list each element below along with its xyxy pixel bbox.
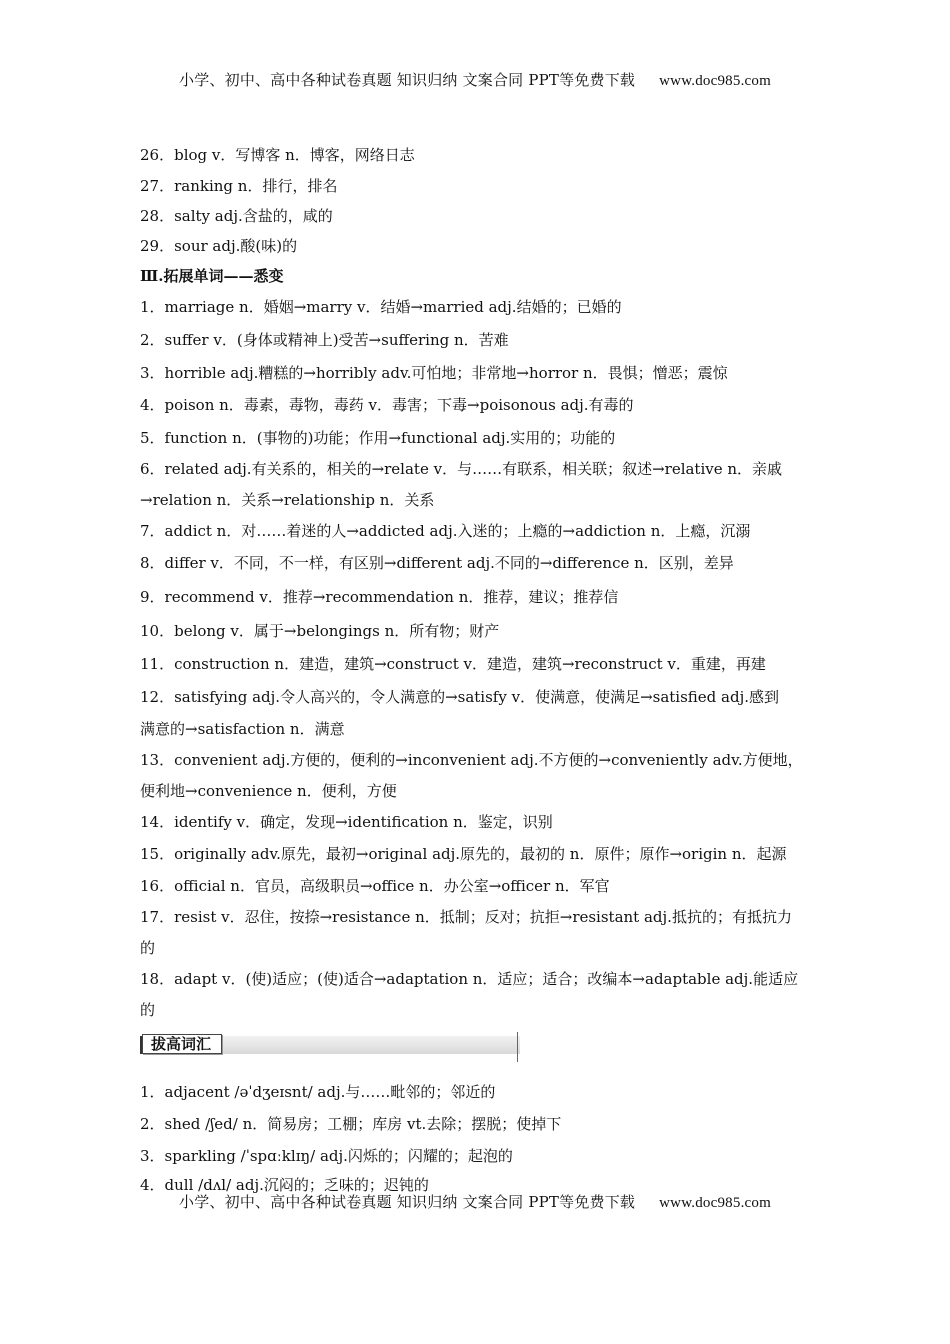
expand-entry-13: 13．convenient adj.方便的，便利的→inconvenient adj.不方便的→conveniently adv.方便地， [140, 751, 803, 769]
advanced-entry-1: 1．adjacent /əˈdʒeɪsnt/ adj.与……毗邻的；邻近的 [140, 1083, 496, 1101]
expand-entry-6: 6．related adj.有关系的，相关的→relate v．与……有联系，相关联；叙述→relative n．亲戚 [140, 460, 783, 478]
expand-entry-15: 15．originally adv.原先，最初→original adj.原先的，最初的 n．原件；原作→origin n．起源 [140, 845, 787, 863]
advanced-entry-4: 4．dull /dʌl/ adj.沉闷的；乏味的；迟钝的 [140, 1176, 429, 1194]
expand-entry-11: 11．construction n．建造，建筑→construct v．建造，建筑→reconstruct v．重建，再建 [140, 655, 766, 673]
page-header [0, 69, 950, 90]
expand-entry-17-cont: 的 [140, 939, 156, 957]
page-footer [0, 1191, 950, 1212]
footer-url: www.doc985.com [659, 1195, 771, 1211]
expand-entry-1: 1．marriage n．婚姻→marry v．结婚→married adj.结婚的；已婚的 [140, 298, 622, 316]
expand-entry-16: 16．official n．官员，高级职员→office n．办公室→officer n．军官 [140, 877, 610, 895]
expand-entry-13-cont: 便利地→convenience n．便利，方便 [140, 782, 397, 800]
expand-entry-2: 2．suffer v．(身体或精神上)受苦→suffering n．苦难 [140, 331, 509, 349]
expand-entry-18-cont: 的 [140, 1001, 156, 1019]
advanced-vocab-banner [140, 1032, 820, 1062]
word-entry-27: 27．ranking n．排行，排名 [140, 177, 338, 195]
expand-entry-7: 7．addict n．对……着迷的人→addicted adj.入迷的；上瘾的→addiction n．上瘾，沉溺 [140, 522, 751, 540]
footer-text: 小学、初中、高中各种试卷真题 知识归纳 文案合同 PPT等免费下载 [179, 1193, 636, 1211]
expand-entry-10: 10．belong v．属于→belongings n．所有物；财产 [140, 622, 500, 640]
header-text: 小学、初中、高中各种试卷真题 知识归纳 文案合同 PPT等免费下载 [179, 71, 636, 89]
expand-entry-4: 4．poison n．毒素，毒物，毒药 v．毒害；下毒→poisonous adj.有毒的 [140, 396, 634, 414]
expand-entry-14: 14．identify v．确定，发现→identification n．鉴定，识别 [140, 813, 553, 831]
advanced-entry-2: 2．shed /ʃed/ n．简易房；工棚；库房 vt.去除；摆脱；使掉下 [140, 1115, 562, 1133]
expand-entry-3: 3．horrible adj.糟糕的→horribly adv.可怕地；非常地→horror n．畏惧；憎恶；震惊 [140, 364, 728, 382]
expand-entry-12: 12．satisfying adj.令人高兴的，令人满意的→satisfy v．使满意，使满足→satisfied adj.感到 [140, 688, 780, 706]
section-title-expand-words: Ⅲ.拓展单词——悉变 [140, 267, 284, 285]
advanced-entry-3: 3．sparkling /ˈspɑːklɪŋ/ adj.闪烁的；闪耀的；起泡的 [140, 1147, 513, 1165]
expand-entry-9: 9．recommend v．推荐→recommendation n．推荐，建议；推荐信 [140, 588, 619, 606]
expand-entry-6-cont: →relation n．关系→relationship n．关系 [140, 491, 435, 509]
expand-entry-17: 17．resist v．忍住，按捺→resistance n．抵制；反对；抗拒→resistant adj.抵抗的；有抵抗力 [140, 908, 792, 926]
banner-label: 拔高词汇 [142, 1034, 222, 1054]
expand-entry-5: 5．function n．(事物的)功能；作用→functional adj.实用的；功能的 [140, 429, 616, 447]
word-entry-28: 28．salty adj.含盐的，咸的 [140, 207, 333, 225]
document-body [140, 140, 820, 1199]
word-entry-26: 26．blog v．写博客 n．博客，网络日志 [140, 146, 415, 164]
header-url: www.doc985.com [659, 73, 771, 89]
expand-entry-8: 8．differ v．不同，不一样，有区别→different adj.不同的→difference n．区别，差异 [140, 554, 734, 572]
expand-entry-12-cont: 满意的→satisfaction n．满意 [140, 720, 345, 738]
banner-divider [517, 1032, 518, 1062]
expand-entry-18: 18．adapt v．(使)适应；(使)适合→adaptation n．适应；适合；改编本→adaptable adj.能适应 [140, 970, 799, 988]
word-entry-29: 29．sour adj.酸(味)的 [140, 237, 298, 255]
